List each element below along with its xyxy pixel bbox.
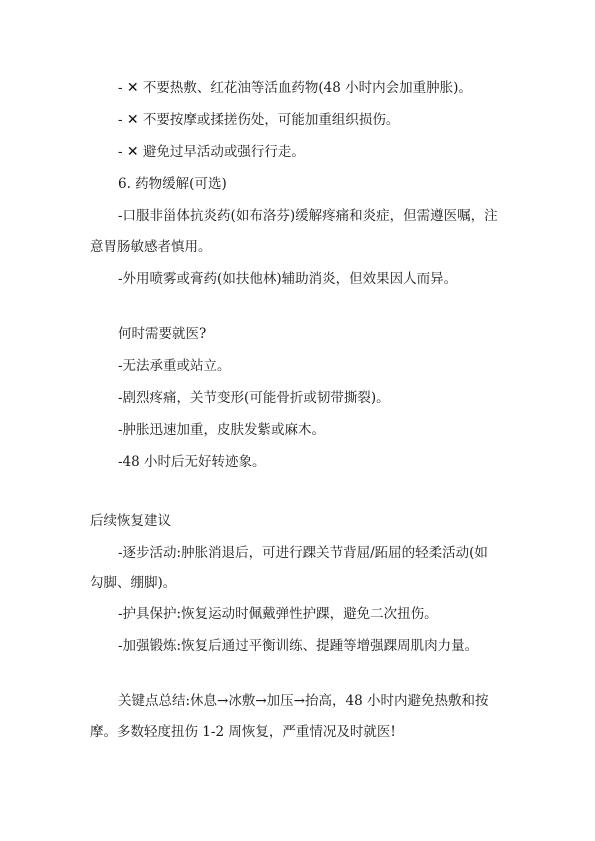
cross-icon: ✕ bbox=[126, 80, 139, 96]
medication-oral-line2: 意胃肠敏感者慎用。 bbox=[90, 239, 212, 255]
doctor-item-pain: -剧烈疼痛，关节变形(可能骨折或韧带撕裂)。 bbox=[118, 390, 390, 406]
cross-icon: ✕ bbox=[126, 112, 139, 128]
cross-icon: ✕ bbox=[126, 144, 139, 160]
summary-line1: 关键点总结:休息→冰敷→加压→抬高，48 小时内避免热敷和按 bbox=[118, 693, 489, 709]
recovery-activity-line1: -逐步活动:肿胀消退后，可进行踝关节背屈/跖屈的轻柔活动(如 bbox=[118, 545, 488, 561]
doctor-item-swelling: -肿胀迅速加重，皮肤发紫或麻木。 bbox=[118, 422, 326, 438]
recovery-brace: -护具保护:恢复运动时佩戴弹性护踝，避免二次扭伤。 bbox=[118, 606, 438, 622]
doctor-item-weight: -无法承重或站立。 bbox=[118, 358, 231, 374]
doctor-heading: 何时需要就医? bbox=[118, 326, 207, 342]
summary-line2: 摩。多数轻度扭伤 1-2 周恢复，严重情况及时就医! bbox=[90, 724, 396, 740]
medication-oral-line1: -口服非甾体抗炎药(如布洛芬)缓解疼痛和炎症，但需遵医嘱，注 bbox=[118, 208, 498, 224]
avoid-item-early-activity: - ✕ 避免过早活动或强行行走。 bbox=[118, 144, 305, 160]
recovery-heading: 后续恢复建议 bbox=[90, 513, 171, 529]
medication-topical: -外用喷雾或膏药(如扶他林)辅助消炎，但效果因人而异。 bbox=[118, 271, 458, 287]
avoid-item-heat: - ✕ 不要热敷、红花油等活血药物(48 小时内会加重肿胀)。 bbox=[118, 80, 472, 96]
doctor-item-48h: -48 小时后无好转迹象。 bbox=[118, 454, 266, 470]
recovery-activity-line2: 勾脚、绷脚)。 bbox=[90, 575, 177, 591]
avoid-item-massage: - ✕ 不要按摩或揉搓伤处，可能加重组织损伤。 bbox=[118, 112, 400, 128]
medication-heading: 6. 药物缓解(可选) bbox=[118, 176, 227, 192]
recovery-exercise: -加强锻炼:恢复后通过平衡训练、提踵等增强踝周肌肉力量。 bbox=[118, 638, 479, 654]
